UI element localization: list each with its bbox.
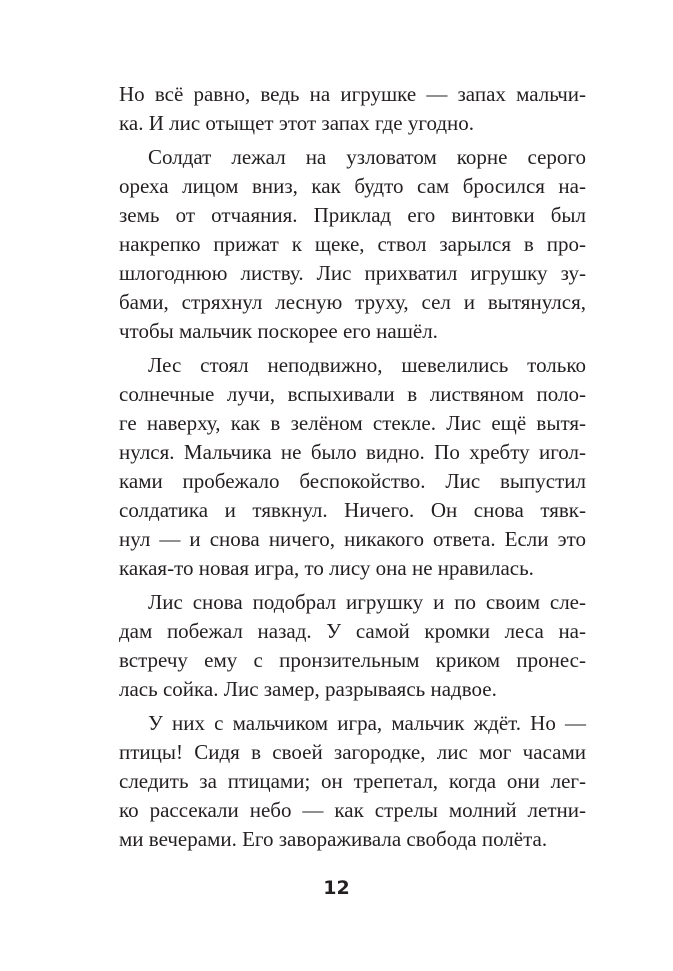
paragraph-4: [119, 588, 586, 704]
text-line: ками пробежало беспокойство. Лис выпустил: [119, 469, 586, 493]
text-line: накрепко прижат к щеке, ствол зарылся в про-: [119, 232, 586, 256]
text-line: ко рассекали небо — как стрелы молний летни-: [119, 798, 586, 822]
text-line: Лис снова подобрал игрушку и по своим сле-: [148, 590, 586, 614]
paragraph-3: [119, 351, 586, 583]
text-line: следить за птицами; он трепетал, когда они лег-: [119, 769, 586, 793]
page-number: 12: [323, 877, 350, 899]
text-line: шлогоднюю листву. Лис прихватил игрушку зу-: [119, 261, 586, 285]
text-line: чтобы мальчик поскорее его нашёл.: [119, 319, 438, 343]
text-line: Но всё равно, ведь на игрушке — запах мальчи-: [119, 82, 586, 106]
text-line: Лес стоял неподвижно, шевелились только: [148, 353, 586, 377]
text-line: бами, стряхнул лесную труху, сел и вытянулся,: [119, 290, 586, 314]
text-line: птицы! Сидя в своей загородке, лис мог часами: [119, 740, 586, 764]
paragraph-1: [119, 80, 586, 138]
body-text: [119, 80, 586, 859]
text-line: ми вечерами. Его завораживала свобода полёта.: [119, 827, 548, 851]
paragraph-2: [119, 143, 586, 346]
text-line: ка. И лис отыщет этот запах где угодно.: [119, 111, 475, 135]
text-line: ореха лицом вниз, как будто сам бросился на-: [119, 174, 586, 198]
text-line: солдатика и тявкнул. Ничего. Он снова тявк-: [119, 498, 586, 522]
text-line: Солдат лежал на узловатом корне серого: [148, 145, 586, 169]
text-line: У них с мальчиком игра, мальчик ждёт. Но —: [148, 711, 586, 735]
text-line: встречу ему с пронзительным криком пронес-: [119, 648, 586, 672]
text-line: солнечные лучи, вспыхивали в листвяном поло-: [119, 382, 586, 406]
text-line: нул — и снова ничего, никакого ответа. Если это: [119, 527, 586, 551]
paragraph-5: [119, 709, 586, 854]
text-line: ге наверху, как в зелёном стекле. Лис ещё вытя-: [119, 411, 586, 435]
text-line: нулся. Мальчика не было видно. По хребту игол-: [119, 440, 586, 464]
text-line: какая-то новая игра, то лису она не нравилась.: [119, 556, 534, 580]
text-line: дам побежал назад. У самой кромки леса на-: [119, 619, 586, 643]
text-line: земь от отчаяния. Приклад его винтовки был: [119, 203, 586, 227]
text-line: лась сойка. Лис замер, разрываясь надвое.: [119, 677, 497, 701]
